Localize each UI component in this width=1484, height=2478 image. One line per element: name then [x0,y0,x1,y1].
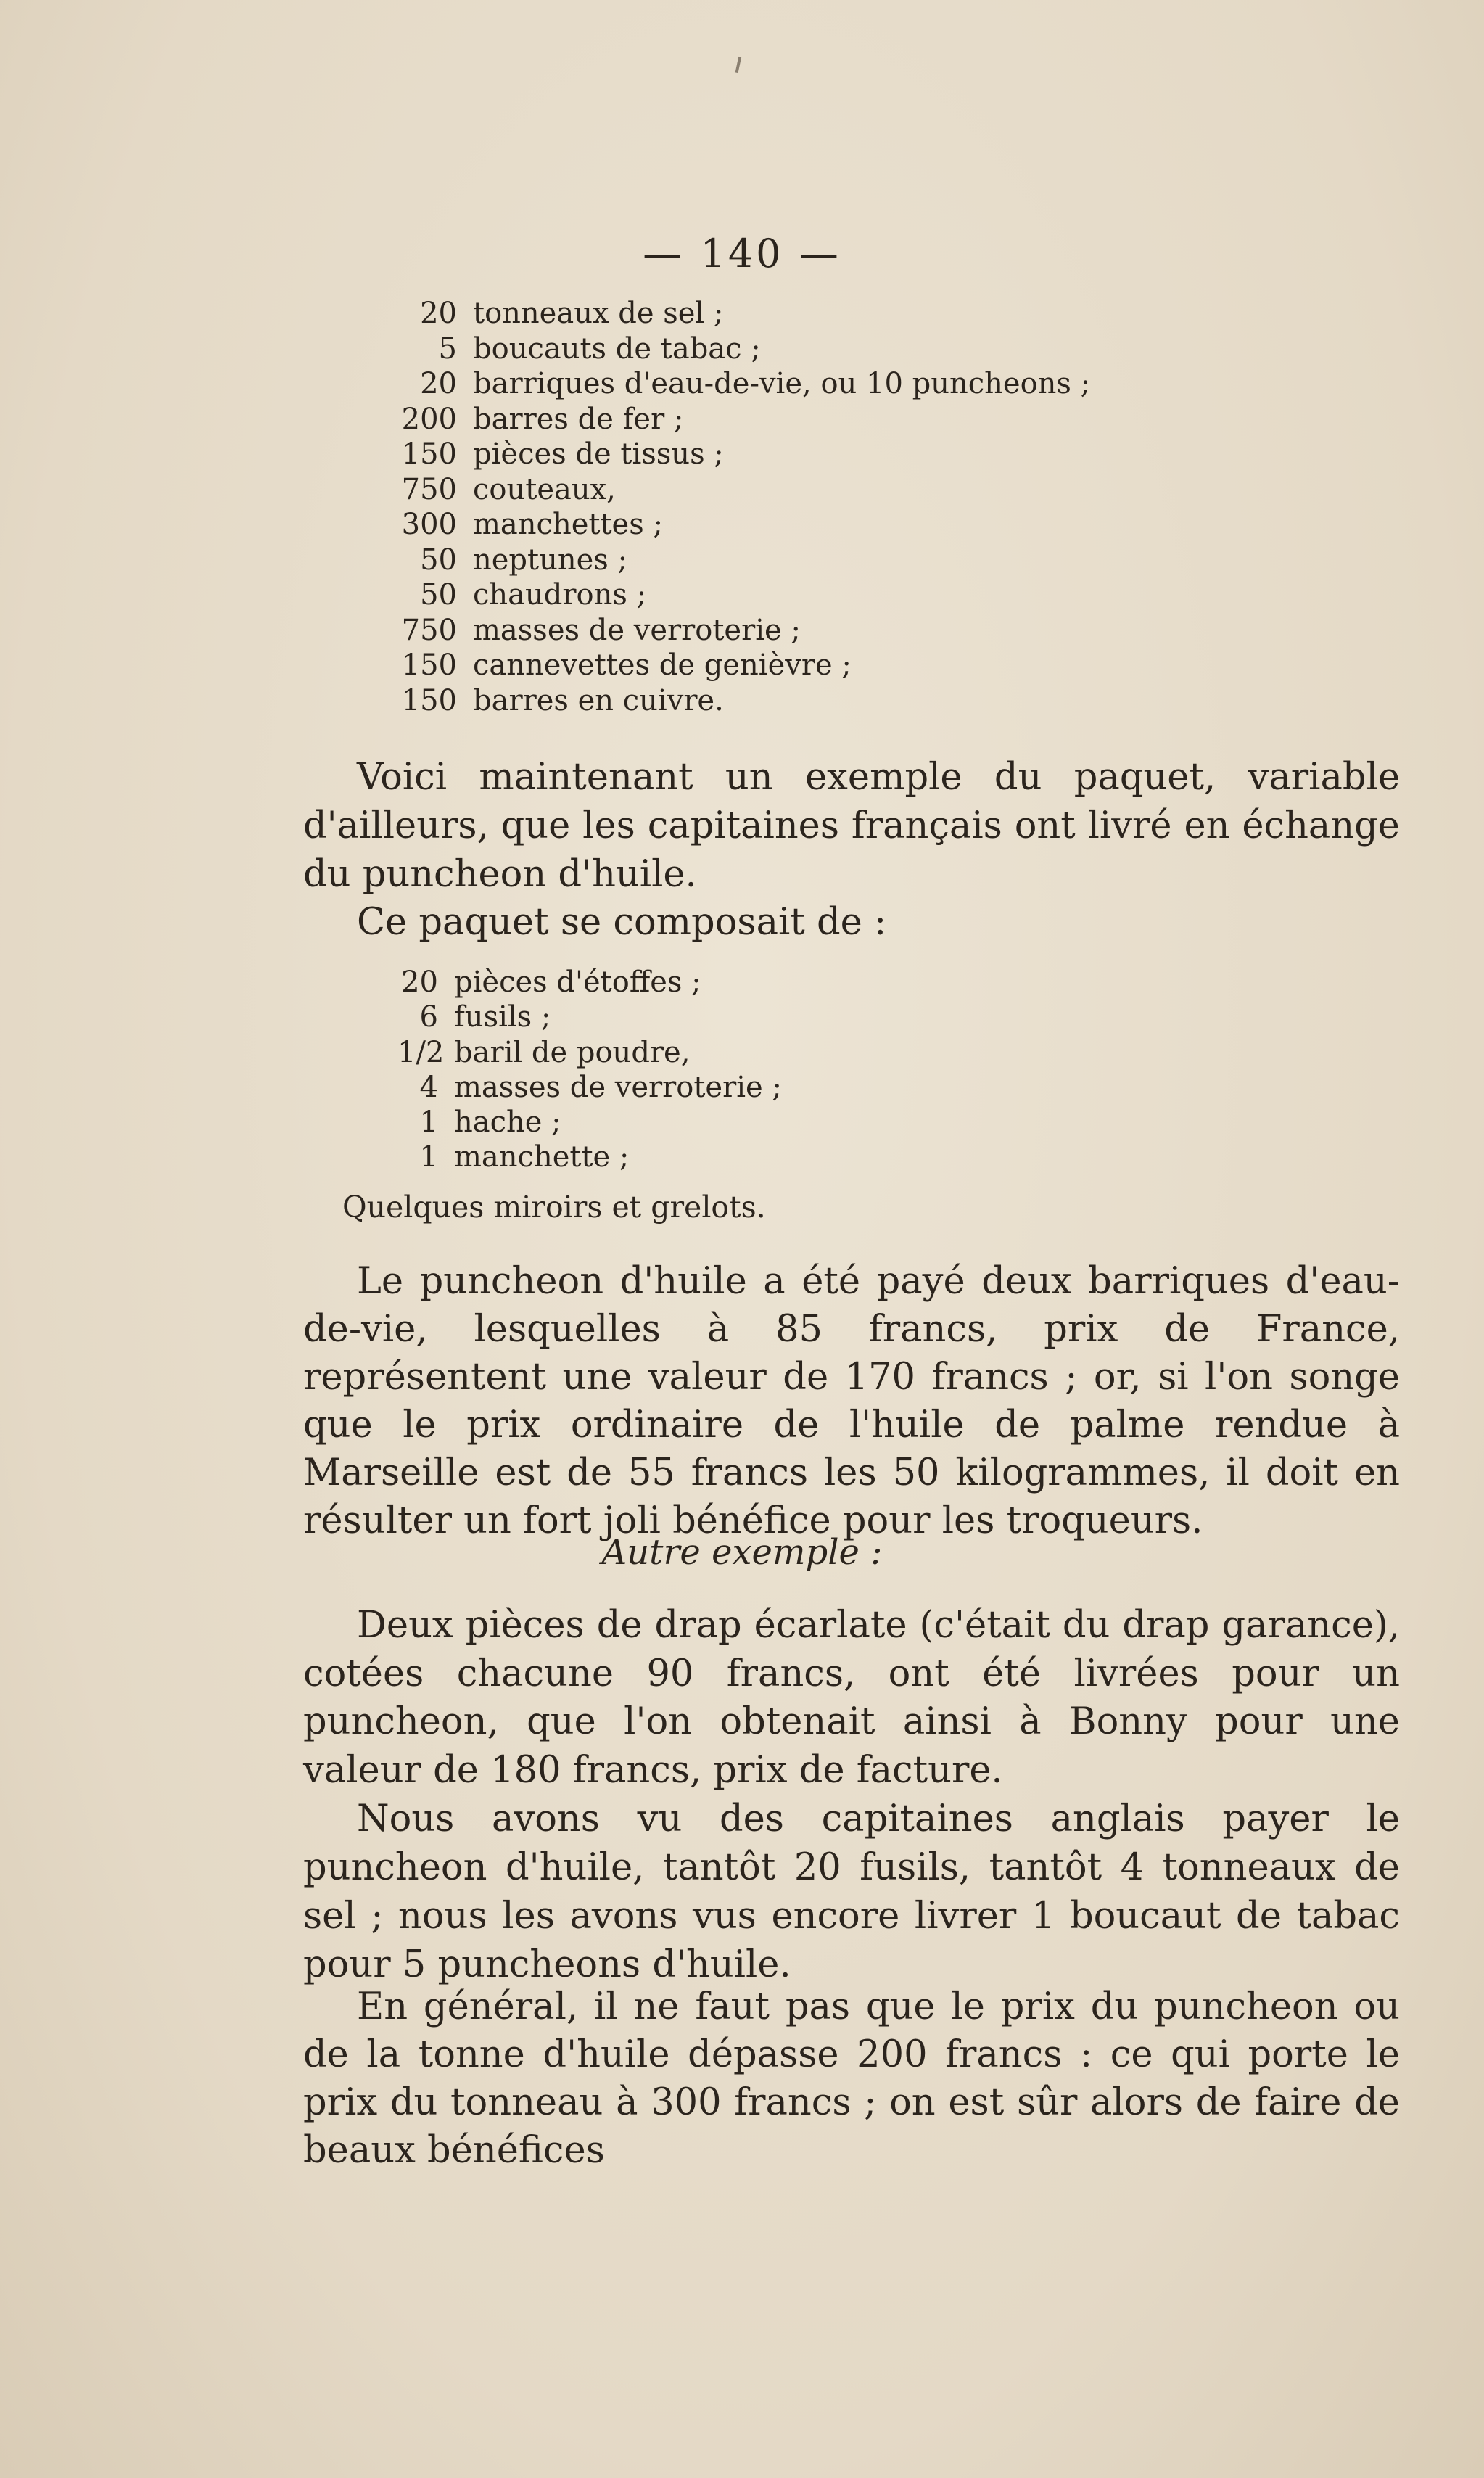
item-quantity: 4 [419,1070,438,1104]
item-label: masses de verroterie ; [473,613,801,647]
item-label: pièces d'étoffes ; [454,966,701,999]
item-label: fusils ; [454,1000,551,1034]
item-quantity: 150 [401,437,457,471]
paragraph-example-intro: Voici maintenant un exemple du paquet, variable d'ailleurs, que les capitaines français ont livré en échange du puncheon d'huile. [303,756,1400,896]
item-quantity: 300 [401,508,457,541]
item-quantity: 20 [420,297,457,330]
item-quantity: 750 [401,472,457,506]
paragraph-drap: Deux pièces de drap écarlate (c'était du drap garance), cotées chacune 90 francs, ont été livrées pour un puncheon, que l'on obtenait ainsi à Bonny pour une valeur de 180 francs, prix de facture. [303,1604,1400,1792]
item-label: barres en cuivre. [473,683,724,717]
item-label: masses de verroterie ; [454,1070,782,1104]
item-label: couteaux, [473,472,616,506]
item-quantity: 150 [401,649,457,682]
paragraph-english-captains: Nous avons vu des capitaines anglais payer le puncheon d'huile, tantôt 20 fusils, tantôt 4 tonneaux de sel ; nous les avons vus encore livrer 1 boucaut de tabac pour 5 puncheons d'huile. [303,1798,1400,1986]
packet-extra-item: Quelques miroirs et grelots. [342,1190,766,1224]
item-label: manchettes ; [473,508,663,541]
item-label: barres de fer ; [473,402,684,436]
item-quantity: 150 [401,683,457,717]
item-quantity: 1 [419,1140,438,1174]
item-label: manchette ; [454,1140,630,1174]
item-quantity: 20 [401,966,438,999]
paragraph-general-price: En général, il ne faut pas que le prix du puncheon ou de la tonne d'huile dépasse 200 francs : ce qui porte le prix du tonneau à 300 francs ; on est sûr alors de faire de beaux bénéfices [303,1985,1400,2172]
item-quantity: 50 [420,578,457,612]
item-label: hache ; [454,1106,561,1140]
item-quantity: 50 [420,543,457,577]
paragraph-packet-composition: Ce paquet se composait de : [357,901,887,944]
section-heading: Autre exemple : [601,1532,883,1573]
item-quantity: 200 [401,402,457,436]
item-label: chaudrons ; [473,578,647,612]
page-number: — 140 — [643,231,841,276]
item-quantity: 5 [438,332,457,366]
item-quantity: 1 [419,1106,438,1140]
item-label: tonneaux de sel ; [473,297,724,330]
stray-mark [735,57,741,73]
item-label: barriques d'eau-de-vie, ou 10 puncheons ; [473,367,1091,400]
item-label: baril de poudre, [454,1035,691,1069]
item-quantity: 750 [401,613,457,647]
item-quantity: 6 [419,1000,438,1034]
item-quantity: 1/2 [397,1035,445,1069]
paragraph-payment: Le puncheon d'huile a été payé deux barriques d'eau-de-vie, lesquelles à 85 francs, prix de France, représentent une valeur de 170 francs ; or, si l'on songe que le prix ordinaire de l'huile de palme rendue à Marseille est de 55 francs les 50 kilogrammes, il doit en résulter un fort joli bénéfice pour les troqueurs. [303,1260,1400,1542]
item-label: neptunes ; [473,543,628,577]
item-label: boucauts de tabac ; [473,332,761,366]
item-quantity: 20 [420,367,457,400]
item-label: cannevettes de genièvre ; [473,649,852,682]
item-label: pièces de tissus ; [473,437,724,471]
